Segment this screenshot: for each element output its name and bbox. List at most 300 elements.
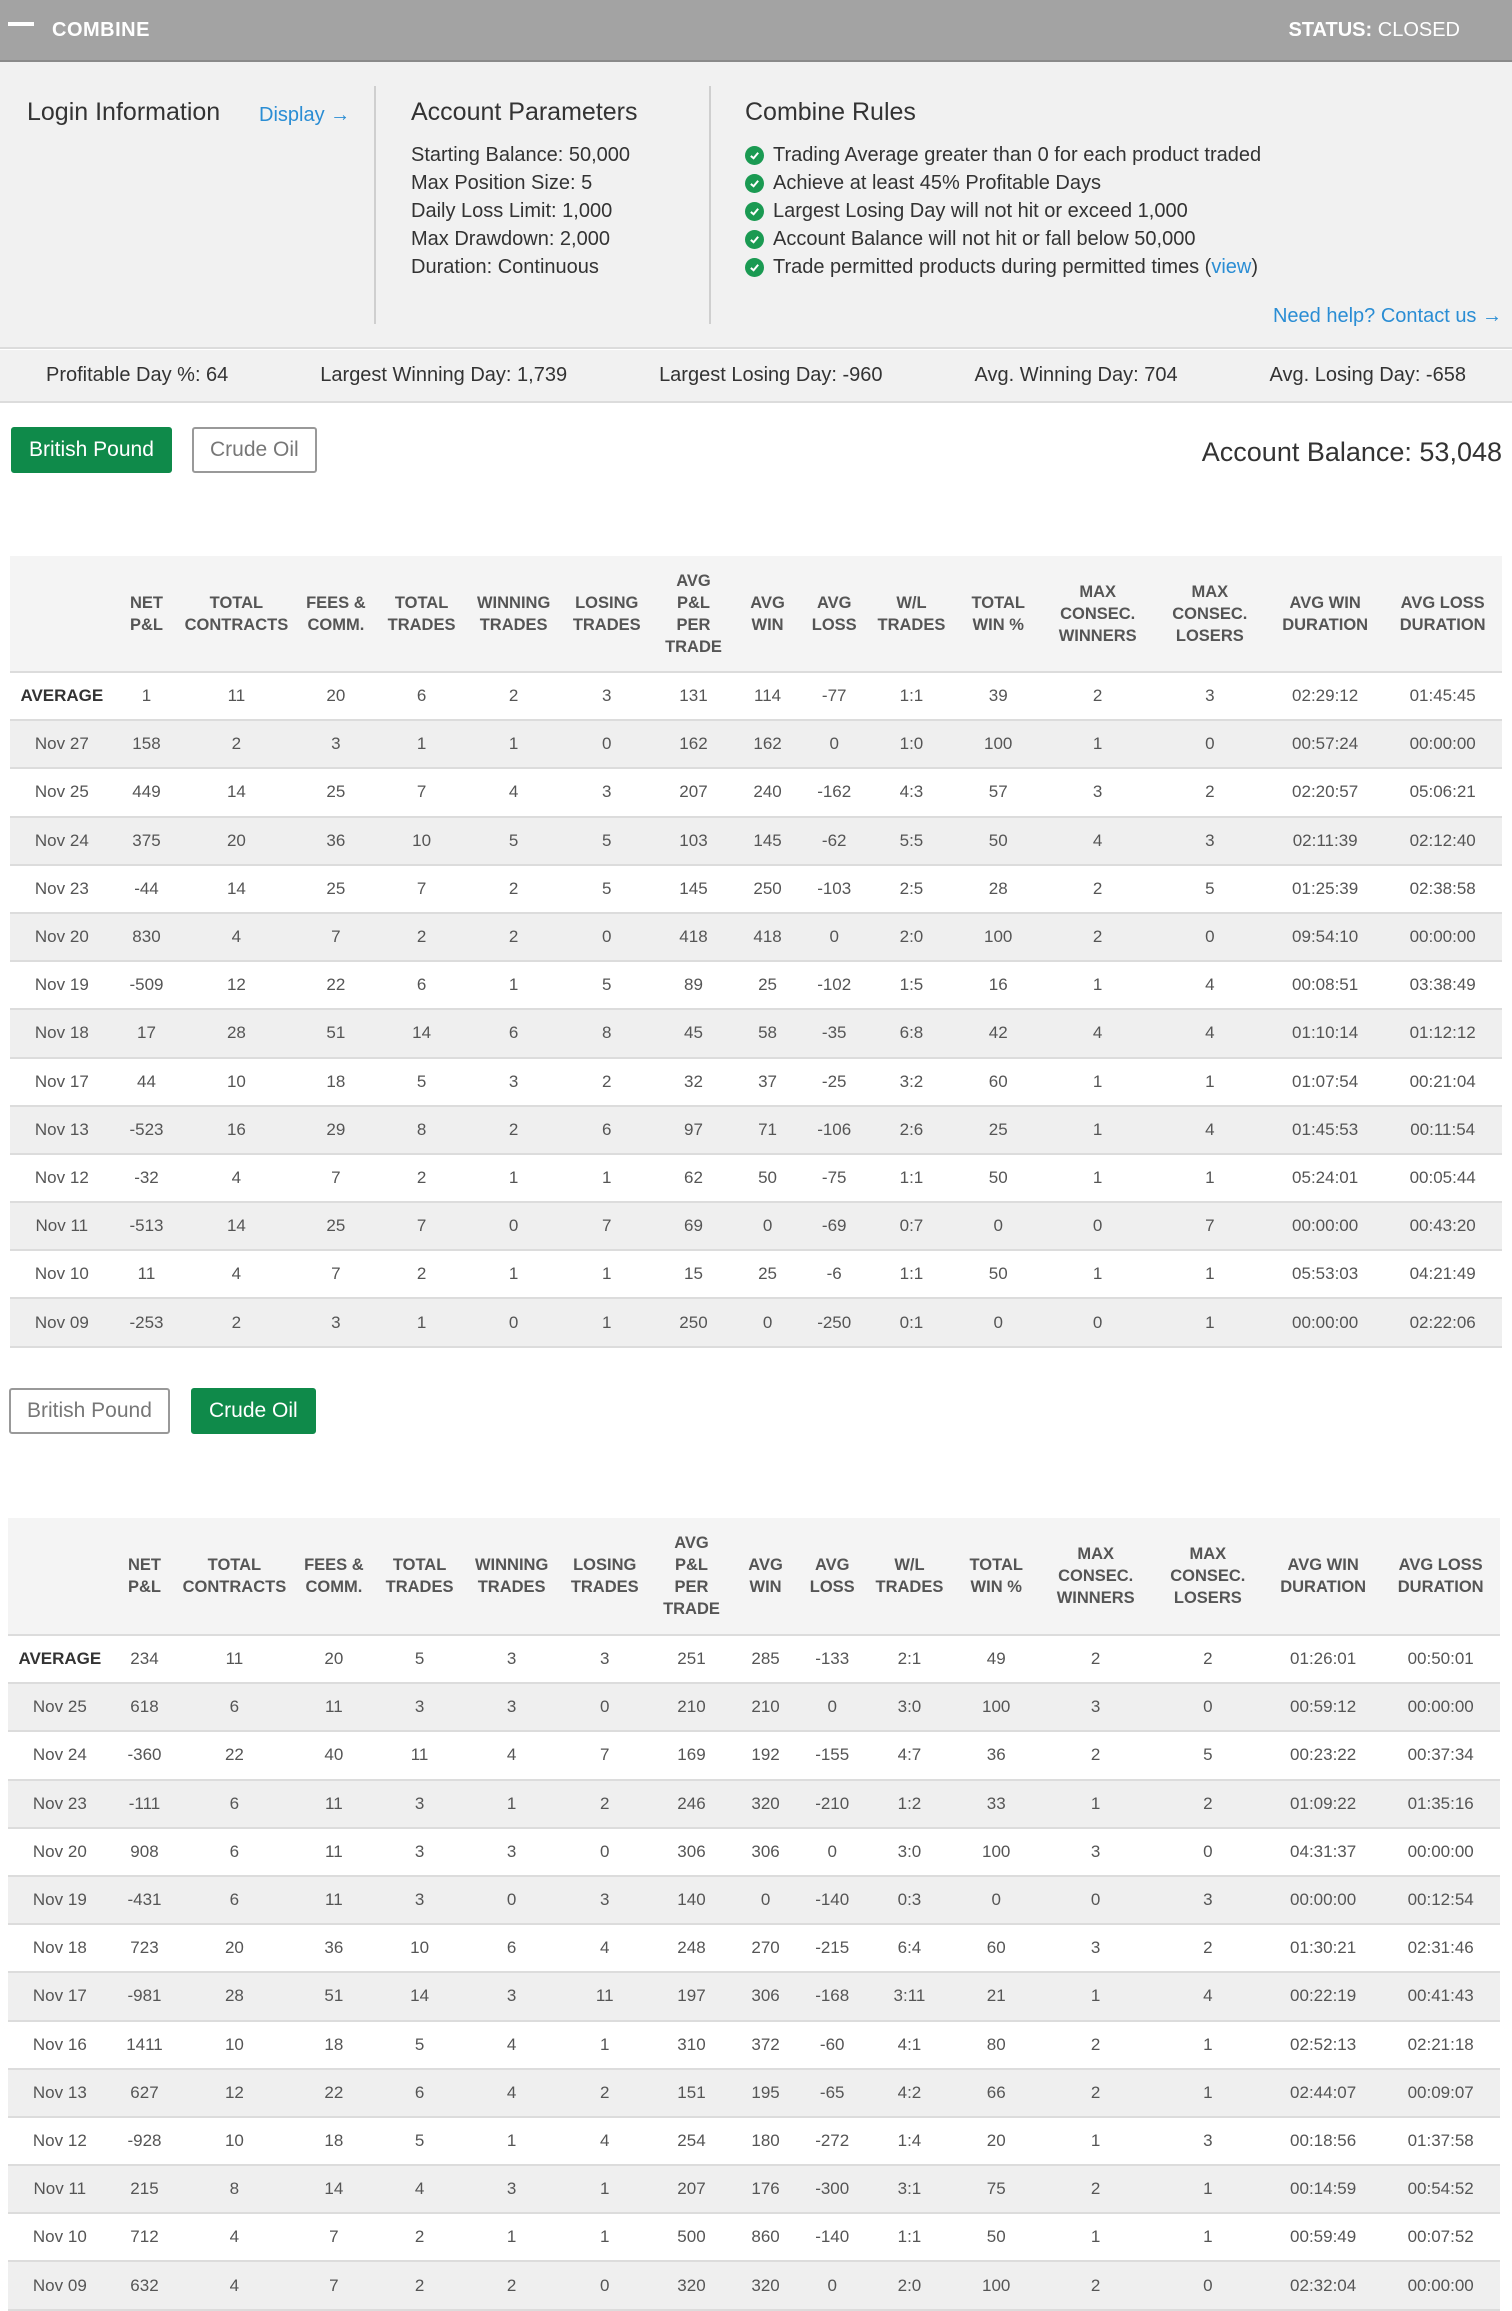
table-cell: 11 <box>292 1876 377 1924</box>
tab-crude-oil[interactable]: Crude Oil <box>191 1388 316 1434</box>
table-cell: 02:29:12 <box>1267 672 1383 720</box>
column-header: AVG P&L PER TRADE <box>651 556 736 672</box>
table-cell: 2 <box>1041 1635 1151 1683</box>
table-cell: -140 <box>797 1876 867 1924</box>
table-cell: 03:38:49 <box>1383 961 1502 1009</box>
table-cell: 05:24:01 <box>1267 1154 1383 1202</box>
table-cell: 1 <box>1153 1250 1267 1298</box>
table-cell: 11 <box>177 1635 291 1683</box>
table-cell: -65 <box>797 2069 867 2117</box>
account-balance: Account Balance: 53,048 <box>1201 437 1502 467</box>
table-cell: 3:0 <box>867 1683 952 1731</box>
rule-text: Largest Losing Day will not hit or exceed 1,000 <box>773 200 1188 222</box>
table-row <box>8 2069 1500 2117</box>
login-section <box>27 98 220 127</box>
column-header: AVG LOSS DURATION <box>1383 556 1502 672</box>
row-label: Nov 19 <box>10 961 114 1009</box>
table-cell: 3:2 <box>869 1058 954 1106</box>
table-cell: 0 <box>736 1298 799 1346</box>
table-cell: 6 <box>378 672 465 720</box>
table-cell: 618 <box>112 1683 178 1731</box>
table-cell: 6:8 <box>869 1009 954 1057</box>
table-cell: 1 <box>560 2165 649 2213</box>
display-link[interactable]: Display → <box>259 104 351 126</box>
table-cell: 0 <box>797 2261 867 2309</box>
table-cell: 632 <box>112 2261 178 2309</box>
table-cell: 02:32:04 <box>1265 2261 1381 2309</box>
table-cell: 51 <box>292 1972 377 2020</box>
rule-item <box>745 141 1261 169</box>
table-cell: -133 <box>797 1635 867 1683</box>
table-cell: 100 <box>952 1828 1041 1876</box>
table-cell: 197 <box>649 1972 734 2020</box>
row-label: Nov 10 <box>8 2213 112 2261</box>
table-cell: 3 <box>1153 817 1267 865</box>
table-cell: 207 <box>651 768 736 816</box>
table-cell: 2 <box>179 720 293 768</box>
table-cell: 3 <box>294 1298 379 1346</box>
table-cell: 22 <box>292 2069 377 2117</box>
table-cell: 29 <box>294 1106 379 1154</box>
column-header: NET P&L <box>114 556 180 672</box>
rules-title: Combine Rules <box>745 98 916 126</box>
table-cell: 01:30:21 <box>1265 1924 1381 1972</box>
row-label: Nov 13 <box>10 1106 114 1154</box>
table-cell: 0 <box>954 1202 1043 1250</box>
column-header <box>8 1518 112 1635</box>
column-header: TOTAL TRADES <box>378 556 465 672</box>
table-cell: 2 <box>1151 1924 1265 1972</box>
table-cell: 3 <box>1041 1828 1151 1876</box>
table-cell: -102 <box>799 961 869 1009</box>
table-cell: 0 <box>797 1828 867 1876</box>
table-cell: -35 <box>799 1009 869 1057</box>
table-cell: 3 <box>376 1828 463 1876</box>
table-cell: 7 <box>294 1250 379 1298</box>
row-label: Nov 23 <box>8 1780 112 1828</box>
row-label: Nov 24 <box>10 817 114 865</box>
status-label: STATUS: <box>1288 18 1373 41</box>
table-cell: 01:26:01 <box>1265 1635 1381 1683</box>
rule-text-suffix: ) <box>1251 256 1259 278</box>
rule-item <box>745 197 1261 225</box>
table-cell: 00:00:00 <box>1381 2261 1500 2309</box>
table-cell: -103 <box>799 865 869 913</box>
table-cell: 1 <box>1043 1154 1153 1202</box>
rule-item <box>745 253 1261 281</box>
table-cell: 11 <box>376 1731 463 1779</box>
table-cell: 49 <box>952 1635 1041 1683</box>
table-cell: 210 <box>649 1683 734 1731</box>
table-cell: 2 <box>1041 2069 1151 2117</box>
table-cell: 01:07:54 <box>1267 1058 1383 1106</box>
table-cell: 02:44:07 <box>1265 2069 1381 2117</box>
table-cell: 306 <box>734 1972 797 2020</box>
table-cell: 4:7 <box>867 1731 952 1779</box>
table-row <box>8 1683 1500 1731</box>
table-cell: 14 <box>179 865 293 913</box>
table-cell: 1 <box>560 2021 649 2069</box>
table-cell: 723 <box>112 1924 178 1972</box>
table-cell: 00:00:00 <box>1383 913 1502 961</box>
table-cell: 1411 <box>112 2021 178 2069</box>
table-cell: -62 <box>799 817 869 865</box>
table-cell: 0 <box>1041 1876 1151 1924</box>
table-cell: 1 <box>114 672 180 720</box>
table-cell: -360 <box>112 1731 178 1779</box>
table-cell: 3 <box>376 1780 463 1828</box>
table-cell: 2:5 <box>869 865 954 913</box>
table-row <box>10 1058 1502 1106</box>
table-cell: 11 <box>292 1828 377 1876</box>
table-cell: 01:45:45 <box>1383 672 1502 720</box>
info-panel <box>0 62 1512 349</box>
table-cell: 00:00:00 <box>1383 720 1502 768</box>
rule-item <box>745 225 1261 253</box>
table-cell: 7 <box>560 1731 649 1779</box>
table-cell: 7 <box>292 2261 377 2309</box>
column-header: MAX CONSEC. WINNERS <box>1043 556 1153 672</box>
table-cell: 1 <box>1151 2069 1265 2117</box>
table-row <box>8 2117 1500 2165</box>
table-cell: 21 <box>952 1972 1041 2020</box>
table-cell: 1 <box>562 1250 651 1298</box>
table-cell: 10 <box>177 2021 291 2069</box>
table-cell: 1 <box>463 2213 560 2261</box>
table-cell: 2 <box>1041 2261 1151 2309</box>
table-cell: 00:11:54 <box>1383 1106 1502 1154</box>
table-cell: 0 <box>463 1876 560 1924</box>
contact-link[interactable]: Need help? Contact us → <box>1272 305 1502 327</box>
table-cell: 1:1 <box>869 1250 954 1298</box>
table-cell: 0 <box>797 1683 867 1731</box>
table-cell: 2 <box>1043 913 1153 961</box>
table-cell: 5 <box>1151 1731 1265 1779</box>
table-cell: 3 <box>562 768 651 816</box>
table-cell: 195 <box>734 2069 797 2117</box>
row-label: Nov 11 <box>8 2165 112 2213</box>
table-cell: 4 <box>177 2213 291 2261</box>
table-cell: 5 <box>376 1635 463 1683</box>
table-cell: 2 <box>1151 1635 1265 1683</box>
row-label: Nov 12 <box>10 1154 114 1202</box>
account-parameters <box>411 98 638 281</box>
table-cell: 1 <box>1043 1058 1153 1106</box>
table-cell: 418 <box>736 913 799 961</box>
table-cell: 25 <box>736 1250 799 1298</box>
tab-british-pound[interactable]: British Pound <box>11 427 172 473</box>
table-cell: 908 <box>112 1828 178 1876</box>
table-cell: 00:43:20 <box>1383 1202 1502 1250</box>
column-header <box>10 556 114 672</box>
table-cell: 3 <box>463 1828 560 1876</box>
table-cell: 1 <box>1151 2213 1265 2261</box>
row-label: Nov 09 <box>10 1298 114 1346</box>
table-cell: 10 <box>179 1058 293 1106</box>
row-label: Nov 25 <box>10 768 114 816</box>
table-cell: 5:5 <box>869 817 954 865</box>
table-cell: 00:41:43 <box>1381 1972 1500 2020</box>
table-cell: 58 <box>736 1009 799 1057</box>
column-header: AVG P&L PER TRADE <box>649 1518 734 1635</box>
check-circle-icon <box>745 202 764 221</box>
table-cell: 02:31:46 <box>1381 1924 1500 1972</box>
table-row <box>10 1250 1502 1298</box>
table-cell: 22 <box>294 961 379 1009</box>
table-cell: 14 <box>179 768 293 816</box>
table-cell: 6 <box>177 1780 291 1828</box>
column-header: AVG WIN DURATION <box>1265 1518 1381 1635</box>
table-cell: 4 <box>376 2165 463 2213</box>
table-cell: 180 <box>734 2117 797 2165</box>
param-item: Max Drawdown: 2,000 <box>411 228 610 250</box>
table-cell: 2 <box>1041 1731 1151 1779</box>
table-cell: 3 <box>1041 1683 1151 1731</box>
table-row <box>8 1972 1500 2020</box>
table-row <box>8 1876 1500 1924</box>
table-cell: 14 <box>378 1009 465 1057</box>
check-circle-icon <box>745 174 764 193</box>
row-label: Nov 17 <box>8 1972 112 2020</box>
table-cell: 270 <box>734 1924 797 1972</box>
table-cell: -25 <box>799 1058 869 1106</box>
table-cell: -981 <box>112 1972 178 2020</box>
table-cell: 830 <box>114 913 180 961</box>
table-cell: 11 <box>114 1250 180 1298</box>
table-cell: 4 <box>179 1154 293 1202</box>
table-cell: 1 <box>1041 1780 1151 1828</box>
table-cell: 60 <box>954 1058 1043 1106</box>
combine-rules <box>745 98 1261 281</box>
table-cell: 0 <box>799 913 869 961</box>
table-cell: -250 <box>799 1298 869 1346</box>
login-title: Login Information <box>27 98 221 126</box>
table-cell: 0 <box>954 1298 1043 1346</box>
table-cell: 2 <box>1041 2021 1151 2069</box>
tab-british-pound[interactable]: British Pound <box>9 1388 170 1434</box>
table-cell: 16 <box>179 1106 293 1154</box>
table-cell: 6 <box>177 1876 291 1924</box>
table-cell: 4 <box>560 1924 649 1972</box>
table-cell: 4 <box>177 2261 291 2309</box>
stat-largest-losing: Largest Losing Day: -960 <box>659 364 883 386</box>
table-cell: 0 <box>1151 1828 1265 1876</box>
table-cell: 1 <box>1043 1250 1153 1298</box>
collapse-icon[interactable] <box>8 22 34 26</box>
table-cell: 60 <box>952 1924 1041 1972</box>
row-label: Nov 13 <box>8 2069 112 2117</box>
table-cell: 6 <box>376 2069 463 2117</box>
column-header: TOTAL CONTRACTS <box>179 556 293 672</box>
table-cell: 215 <box>112 2165 178 2213</box>
table-cell: 25 <box>736 961 799 1009</box>
table-cell: 306 <box>649 1828 734 1876</box>
params-title: Account Parameters <box>411 98 638 126</box>
row-label: Nov 16 <box>8 2021 112 2069</box>
table-cell: 0 <box>560 2261 649 2309</box>
table-cell: 145 <box>736 817 799 865</box>
table-cell: 1 <box>562 1298 651 1346</box>
table-cell: 2:0 <box>867 2261 952 2309</box>
table-cell: 860 <box>734 2213 797 2261</box>
table-cell: 0:7 <box>869 1202 954 1250</box>
table-cell: 89 <box>651 961 736 1009</box>
table-cell: -111 <box>112 1780 178 1828</box>
table-cell: 3:1 <box>867 2165 952 2213</box>
table-cell: 158 <box>114 720 180 768</box>
table-cell: 2 <box>179 1298 293 1346</box>
rule-text <box>773 253 1258 281</box>
check-circle-icon <box>745 230 764 249</box>
table-cell: 5 <box>465 817 562 865</box>
table-cell: 18 <box>294 1058 379 1106</box>
column-header: AVG LOSS <box>799 556 869 672</box>
table-cell: 37 <box>736 1058 799 1106</box>
table-cell: 1 <box>378 720 465 768</box>
table-cell: 1:1 <box>869 672 954 720</box>
table-cell: 140 <box>649 1876 734 1924</box>
table-cell: 6 <box>177 1683 291 1731</box>
table-cell: 1 <box>1041 1972 1151 2020</box>
table-row <box>10 961 1502 1009</box>
table-row <box>8 2165 1500 2213</box>
table-cell: 131 <box>651 672 736 720</box>
table-cell: 0 <box>1153 913 1267 961</box>
column-header: AVG LOSS DURATION <box>1381 1518 1500 1635</box>
table-cell: 3 <box>560 1876 649 1924</box>
table-cell: 2 <box>378 913 465 961</box>
table-row <box>10 1009 1502 1057</box>
table-cell: 246 <box>649 1780 734 1828</box>
table-cell: 1 <box>560 2213 649 2261</box>
table-cell: 2 <box>376 2261 463 2309</box>
table-cell: 39 <box>954 672 1043 720</box>
table-cell: 627 <box>112 2069 178 2117</box>
table-cell: 4 <box>1151 1972 1265 2020</box>
table-cell: 10 <box>378 817 465 865</box>
column-header: TOTAL WIN % <box>952 1518 1041 1635</box>
table-cell: 45 <box>651 1009 736 1057</box>
table-cell: 0 <box>560 1683 649 1731</box>
table-cell: 20 <box>177 1924 291 1972</box>
table-cell: 80 <box>952 2021 1041 2069</box>
table-cell: 3:11 <box>867 1972 952 2020</box>
table-cell: 10 <box>376 1924 463 1972</box>
table-cell: 1 <box>465 961 562 1009</box>
table-cell: -140 <box>797 2213 867 2261</box>
table-cell: -210 <box>797 1780 867 1828</box>
table-cell: 12 <box>177 2069 291 2117</box>
table-cell: 0 <box>560 1828 649 1876</box>
table-cell: 00:21:04 <box>1383 1058 1502 1106</box>
row-label: Nov 25 <box>8 1683 112 1731</box>
table-cell: 145 <box>651 865 736 913</box>
table-cell: 00:18:56 <box>1265 2117 1381 2165</box>
table-cell: 02:12:40 <box>1383 817 1502 865</box>
column-header: W/L TRADES <box>869 556 954 672</box>
table-cell: 1 <box>1151 2021 1265 2069</box>
table-cell: 69 <box>651 1202 736 1250</box>
table-cell: 3 <box>1041 1924 1151 1972</box>
table-cell: 2 <box>465 672 562 720</box>
table-cell: 57 <box>954 768 1043 816</box>
param-item: Starting Balance: 50,000 <box>411 144 631 166</box>
table-cell: 4 <box>179 1250 293 1298</box>
table-cell: 1:0 <box>869 720 954 768</box>
view-link[interactable]: view <box>1211 256 1252 278</box>
table-cell: 4 <box>463 2021 560 2069</box>
param-item: Max Position Size: 5 <box>411 172 593 194</box>
table-cell: 4 <box>560 2117 649 2165</box>
column-header: FEES & COMM. <box>292 1518 377 1635</box>
table-cell: 4 <box>465 768 562 816</box>
table-cell: 01:37:58 <box>1381 2117 1500 2165</box>
table-cell: -253 <box>114 1298 180 1346</box>
table-cell: 14 <box>376 1972 463 2020</box>
table-cell: 3 <box>465 1058 562 1106</box>
table-cell: 50 <box>952 2213 1041 2261</box>
table-cell: 00:23:22 <box>1265 1731 1381 1779</box>
table-cell: 0 <box>465 1202 562 1250</box>
table-cell: -32 <box>114 1154 180 1202</box>
table-cell: 25 <box>294 768 379 816</box>
table-cell: 1:5 <box>869 961 954 1009</box>
table-cell: 20 <box>292 1635 377 1683</box>
table-cell: 18 <box>292 2117 377 2165</box>
table-cell: 4:2 <box>867 2069 952 2117</box>
table-cell: 1 <box>1043 1106 1153 1154</box>
table-cell: 00:59:12 <box>1265 1683 1381 1731</box>
table-cell: 210 <box>734 1683 797 1731</box>
table-cell: -75 <box>799 1154 869 1202</box>
row-label: Nov 17 <box>10 1058 114 1106</box>
row-label: Nov 20 <box>10 913 114 961</box>
column-header: MAX CONSEC. LOSERS <box>1153 556 1267 672</box>
table-cell: -300 <box>797 2165 867 2213</box>
table-cell: 0 <box>1151 2261 1265 2309</box>
table-cell: 44 <box>114 1058 180 1106</box>
table-row <box>8 1828 1500 1876</box>
table-cell: 234 <box>112 1635 178 1683</box>
table-cell: 248 <box>649 1924 734 1972</box>
table-cell: 4 <box>1043 1009 1153 1057</box>
rule-text: Achieve at least 45% Profitable Days <box>773 172 1101 194</box>
table-cell: 02:20:57 <box>1267 768 1383 816</box>
table-row <box>10 1202 1502 1250</box>
table-cell: 4:1 <box>867 2021 952 2069</box>
table-cell: 6:4 <box>867 1924 952 1972</box>
table-cell: -106 <box>799 1106 869 1154</box>
table-cell: 0:1 <box>869 1298 954 1346</box>
table-row <box>10 913 1502 961</box>
column-header: LOSING TRADES <box>562 556 651 672</box>
table-cell: 17 <box>114 1009 180 1057</box>
table-cell: -69 <box>799 1202 869 1250</box>
table-row <box>8 1731 1500 1779</box>
table-cell: -77 <box>799 672 869 720</box>
tab-crude-oil[interactable]: Crude Oil <box>192 427 317 473</box>
table-row <box>10 865 1502 913</box>
table-cell: 75 <box>952 2165 1041 2213</box>
column-header: AVG WIN DURATION <box>1267 556 1383 672</box>
table-cell: 00:00:00 <box>1265 1876 1381 1924</box>
param-item: Daily Loss Limit: 1,000 <box>411 200 613 222</box>
table-cell: 6 <box>463 1924 560 1972</box>
table-cell: 7 <box>1153 1202 1267 1250</box>
column-header: W/L TRADES <box>867 1518 952 1635</box>
column-header: AVG WIN <box>734 1518 797 1635</box>
table-cell: 250 <box>651 1298 736 1346</box>
